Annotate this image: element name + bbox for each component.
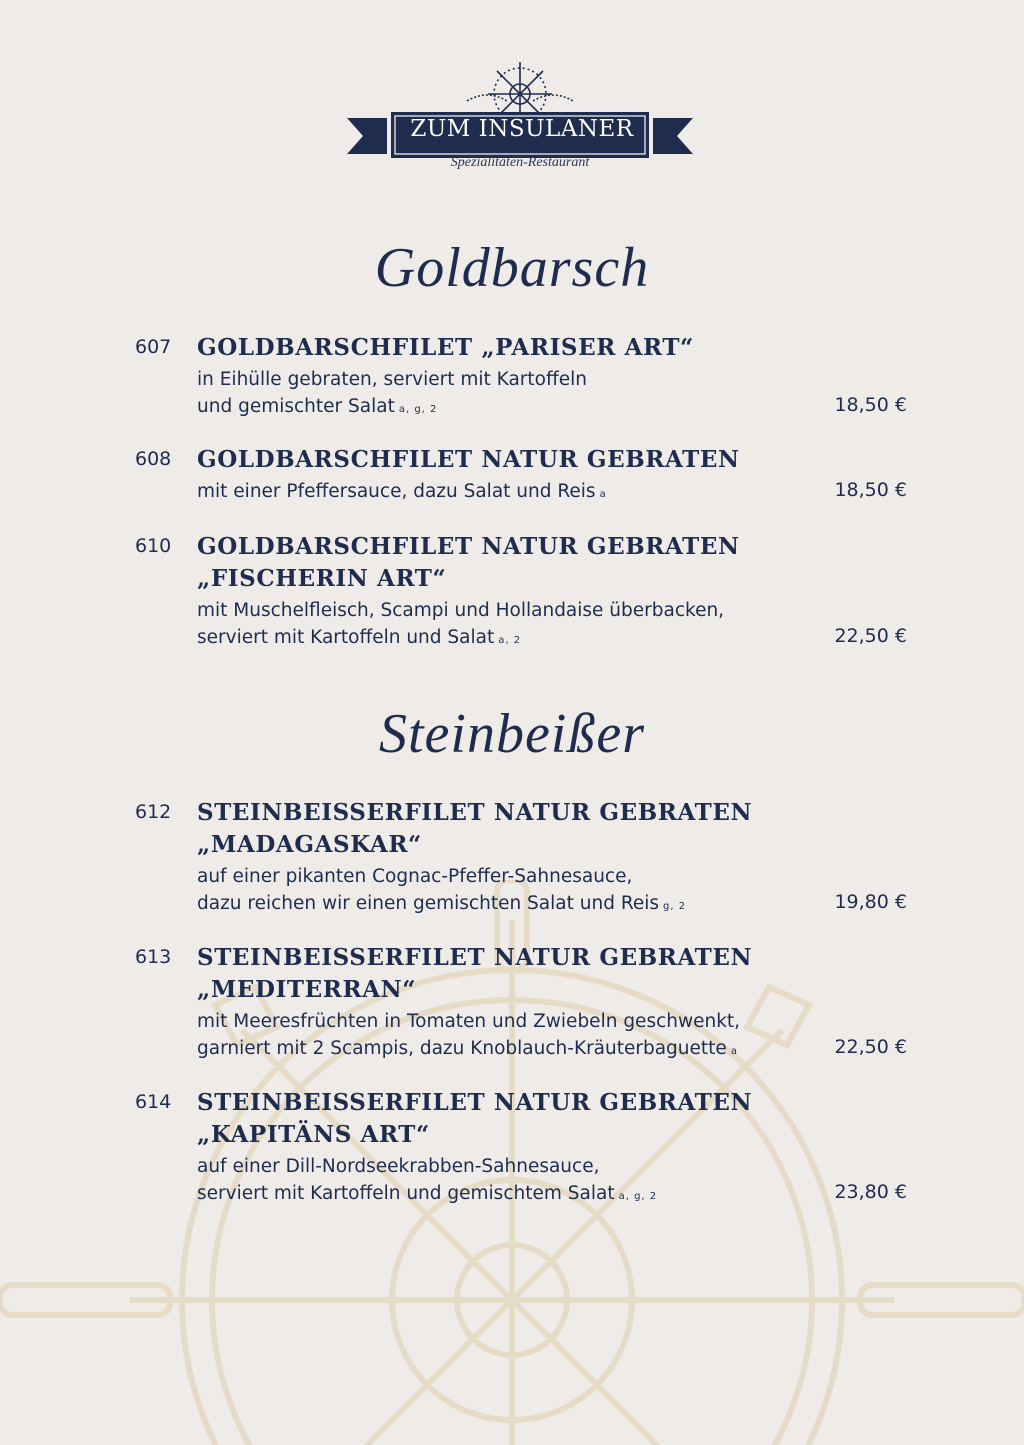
item-number: 613 [135, 946, 172, 968]
item-price: 18,50 € [834, 394, 907, 416]
item-name: STEINBEISSERFILET NATUR GEBRATEN [197, 799, 753, 826]
section-title-steinbeisser: Steinbeißer [378, 703, 646, 765]
item-description: und gemischter Salat a, g, 2 [197, 396, 438, 417]
item-name: „KAPITÄNS ART“ [197, 1121, 430, 1148]
allergen-codes: g, 2 [663, 901, 687, 912]
item-number: 614 [135, 1091, 172, 1113]
item-description: auf einer pikanten Cognac-Pfeffer-Sahnesauce, [197, 866, 633, 887]
item-number: 612 [135, 801, 172, 823]
item-name: GOLDBARSCHFILET NATUR GEBRATEN [197, 446, 740, 473]
item-price: 22,50 € [834, 1036, 907, 1058]
item-description: mit einer Pfeffersauce, dazu Salat und Reis a [197, 481, 607, 502]
item-name: „MEDITERRAN“ [197, 976, 417, 1003]
allergen-codes: a [730, 1046, 738, 1057]
item-description: dazu reichen wir einen gemischten Salat und Reis g, 2 [197, 893, 687, 914]
item-description: mit Muschelfleisch, Scampi und Hollandaise überbacken, [197, 600, 725, 621]
item-description: serviert mit Kartoffeln und Salat a, 2 [197, 627, 522, 648]
item-description: in Eihülle gebraten, serviert mit Kartoffeln [197, 369, 587, 390]
item-name: GOLDBARSCHFILET „PARISER ART“ [197, 334, 694, 361]
item-price: 18,50 € [834, 479, 907, 501]
item-description: mit Meeresfrüchten in Tomaten und Zwiebeln geschwenkt, [197, 1011, 741, 1032]
item-price: 23,80 € [834, 1181, 907, 1203]
item-name: „MADAGASKAR“ [197, 831, 422, 858]
item-name: STEINBEISSERFILET NATUR GEBRATEN [197, 944, 753, 971]
item-price: 22,50 € [834, 625, 907, 647]
item-description: auf einer Dill-Nordseekrabben-Sahnesauce, [197, 1156, 600, 1177]
restaurant-name: ZUM INSULANER [410, 116, 634, 142]
allergen-codes: a, 2 [498, 635, 522, 646]
item-name: STEINBEISSERFILET NATUR GEBRATEN [197, 1089, 753, 1116]
item-description: garniert mit 2 Scampis, dazu Knoblauch-Kräuterbaguette a [197, 1038, 738, 1059]
item-name: „FISCHERIN ART“ [197, 565, 447, 592]
item-price: 19,80 € [834, 891, 907, 913]
allergen-codes: a, g, 2 [398, 404, 438, 415]
item-name: GOLDBARSCHFILET NATUR GEBRATEN [197, 533, 740, 560]
item-number: 607 [135, 336, 172, 358]
section-title-goldbarsch: Goldbarsch [374, 237, 650, 299]
item-description: serviert mit Kartoffeln und gemischtem Salat a, g, 2 [197, 1183, 658, 1204]
item-number: 608 [135, 448, 172, 470]
allergen-codes: a, g, 2 [618, 1191, 658, 1202]
allergen-codes: a [599, 489, 607, 500]
restaurant-tagline: Spezialitäten-Restaurant [450, 155, 590, 170]
item-number: 610 [135, 535, 172, 557]
